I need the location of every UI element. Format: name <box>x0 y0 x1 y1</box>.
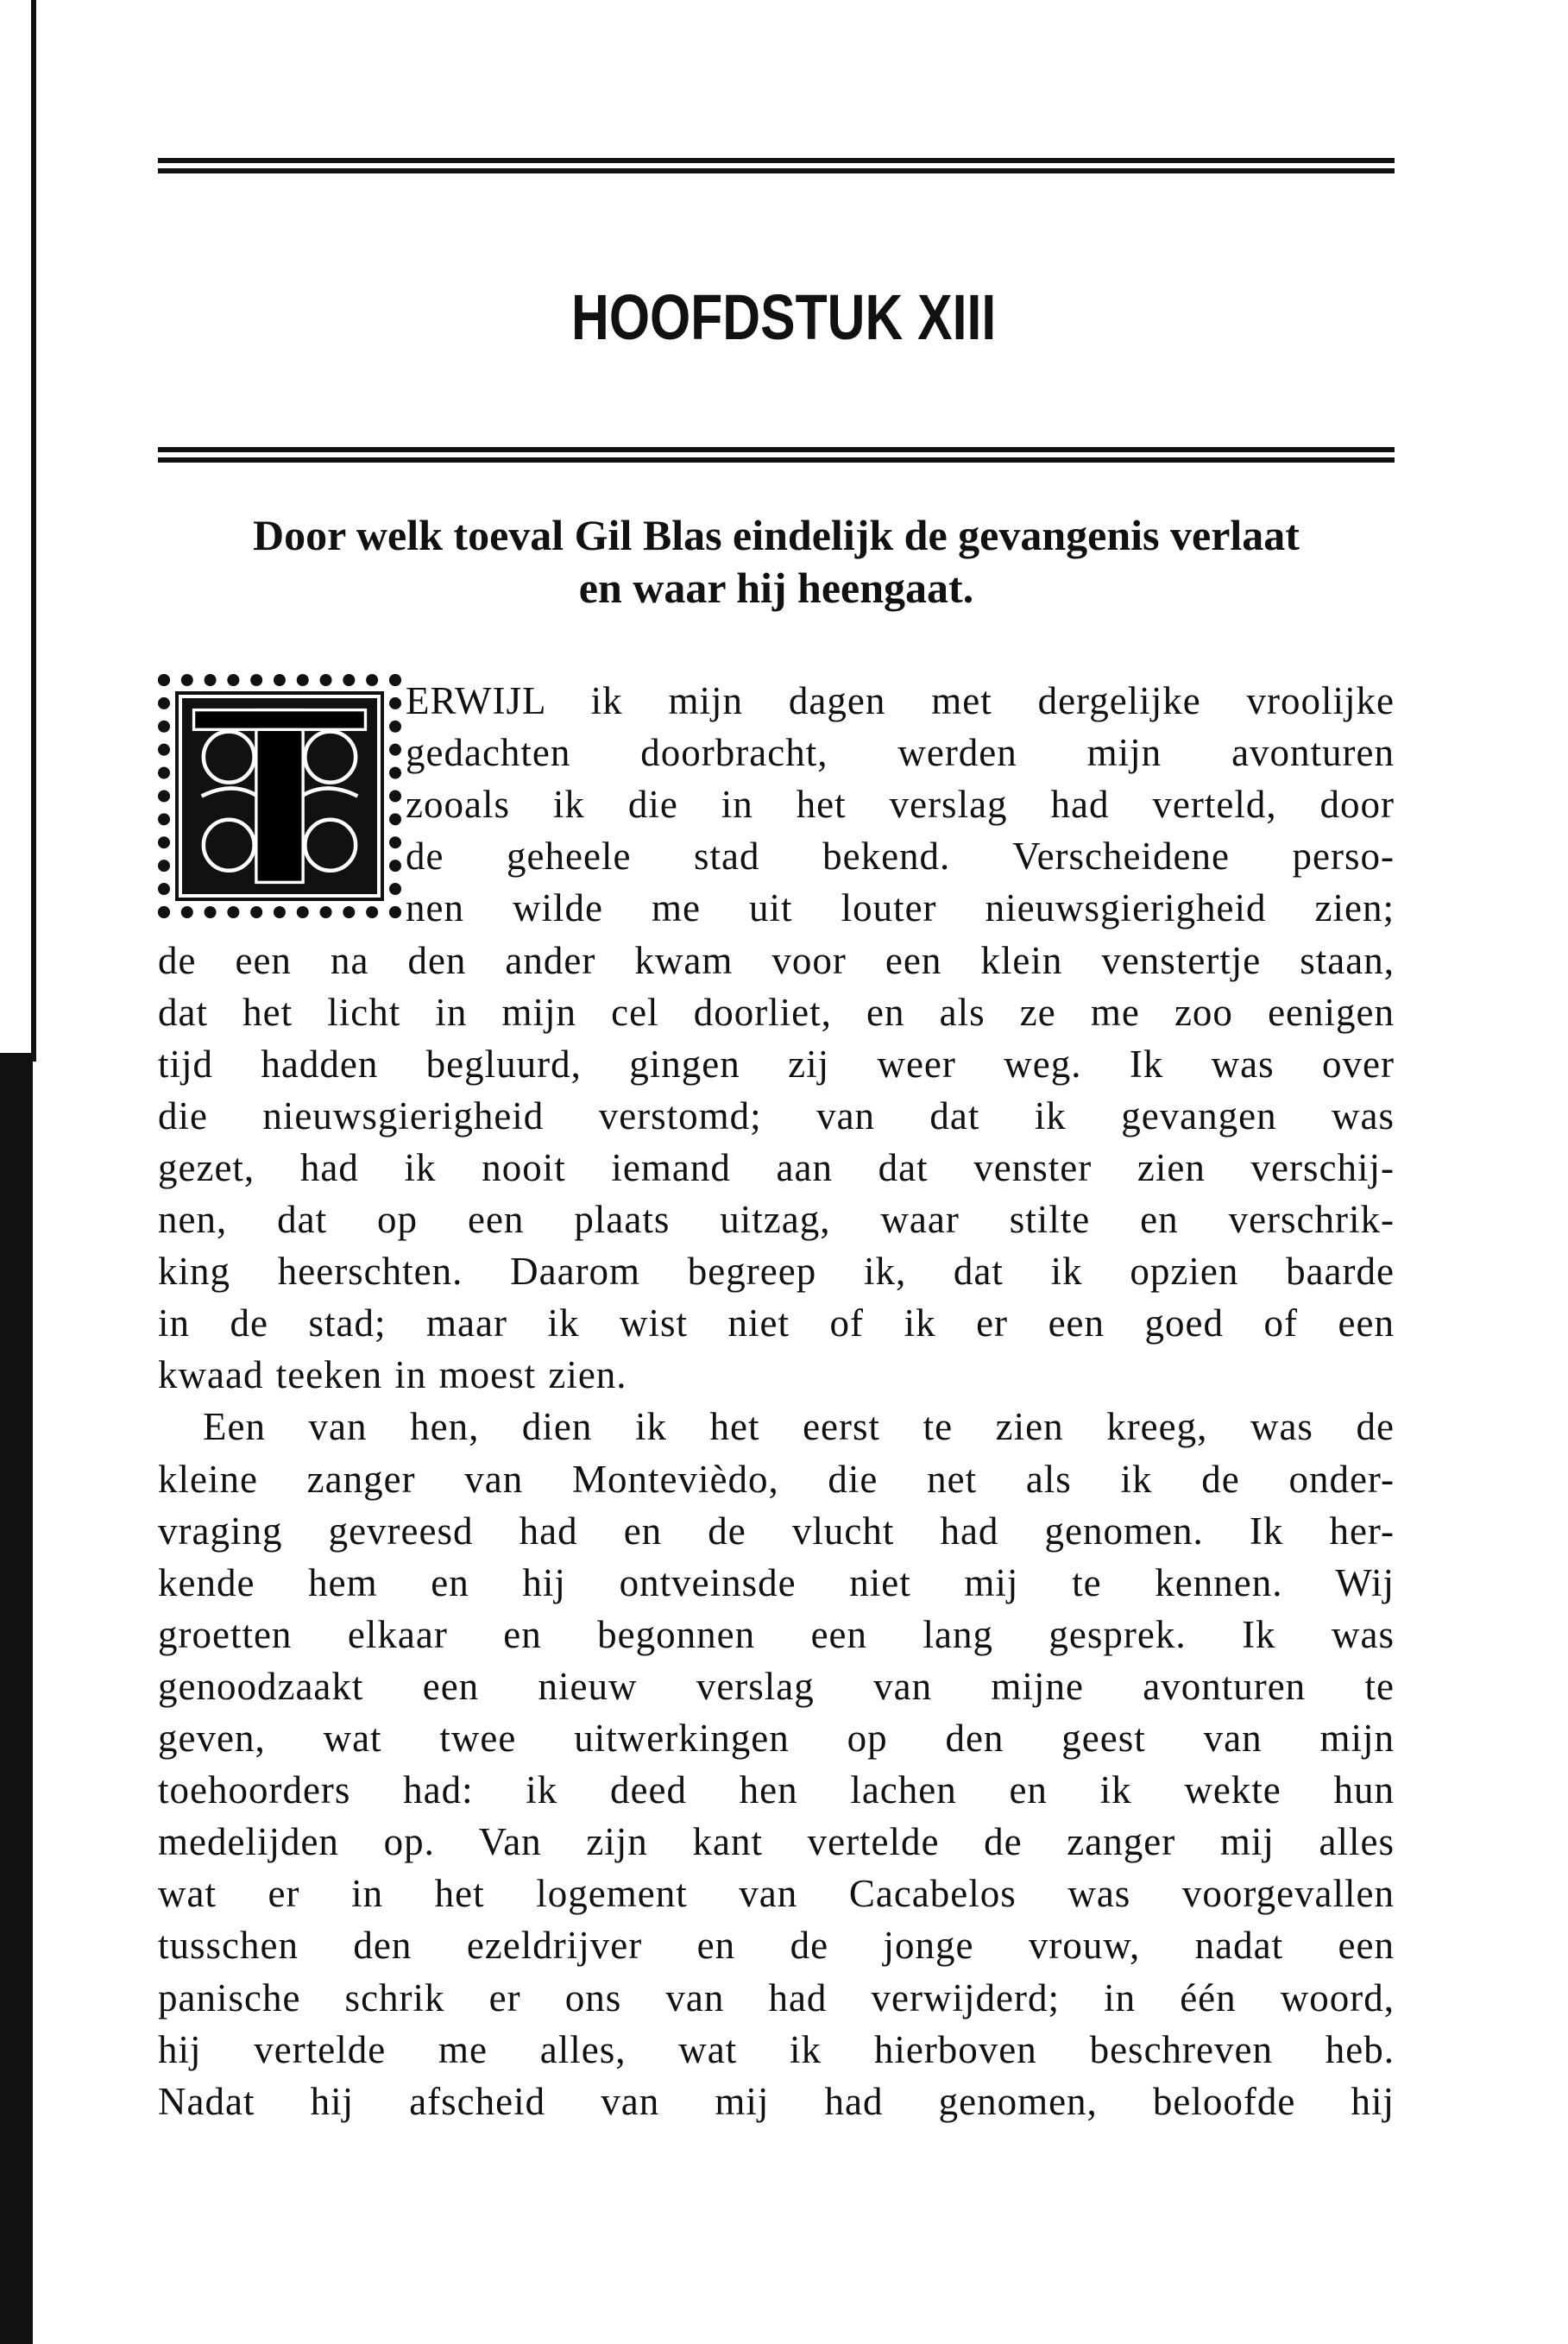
top-rule <box>158 168 1395 173</box>
body-line: vraging gevreesd had en de vlucht had genomen. Ik her- <box>158 1509 1395 1553</box>
body-line: wat er in het logement van Cacabelos was voorgevallen <box>158 1872 1395 1916</box>
mid-rule <box>158 457 1395 463</box>
body-line: nen, dat op een plaats uitzag, waar stilte en verschrik- <box>158 1198 1395 1241</box>
drop-cap-letter-t <box>182 698 377 894</box>
body-line: hij vertelde me alles, wat ik hierboven beschreven heb. <box>158 2027 1395 2071</box>
body-line: Een van hen, dien ik het eerst te zien kreeg, was de <box>203 1405 1395 1449</box>
chapter-title <box>0 274 1568 361</box>
body-line: zooals ik die in het verslag had verteld, door <box>406 783 1395 827</box>
body-line: tusschen den ezeldrijver en de jonge vrouw, nadat een <box>158 1924 1395 1968</box>
chapter-title-text: HOOFDSTUK XIII <box>571 281 997 353</box>
body-line: genoodzaakt een nieuw verslag van mijne avonturen te <box>158 1664 1395 1708</box>
body-line: ERWIJL ik mijn dagen met dergelijke vroolijke <box>406 679 1395 722</box>
top-rule <box>158 158 1395 163</box>
page-edge-shadow <box>0 1053 33 2344</box>
body-line: panische schrik er ons van had verwijderd; in één woord, <box>158 1975 1395 2019</box>
body-line: geven, wat twee uitwerkingen op den geest van mijn <box>158 1717 1395 1760</box>
body-line: tijd hadden begluurd, gingen zij weer weg. Ik was over <box>158 1042 1395 1086</box>
body-line: kende hem en hij ontveinsde niet mij te kennen. Wij <box>158 1560 1395 1604</box>
subtitle-line: Door welk toeval Gil Blas eindelijk de gevangenis verlaat <box>253 511 1300 559</box>
page-edge <box>31 0 36 1062</box>
mid-rule <box>158 447 1395 452</box>
body-line: nen wilde me uit louter nieuwsgierigheid zien; <box>406 886 1395 930</box>
body-line: in de stad; maar ik wist niet of ik er een goed of een <box>158 1301 1395 1345</box>
body-line: medelijden op. Van zijn kant vertelde de zanger mij alles <box>158 1820 1395 1864</box>
body-line: kwaad teeken in moest zien. <box>158 1353 627 1397</box>
body-line: gezet, had ik nooit iemand aan dat venster zien verschij- <box>158 1145 1395 1189</box>
body-line: toehoorders had: ik deed hen lachen en ik wekte hun <box>158 1768 1395 1812</box>
body-line: kleine zanger van Montevièdo, die net als ik de onder- <box>158 1457 1395 1501</box>
drop-cap-ornament <box>158 674 401 918</box>
body-line: die nieuwsgierigheid verstomd; van dat ik gevangen was <box>158 1093 1395 1137</box>
body-line: Nadat hij afscheid van mij had genomen, beloofde hij <box>158 2079 1395 2123</box>
body-line: dat het licht in mijn cel doorliet, en als ze me zoo eenigen <box>158 990 1395 1034</box>
body-line: de geheele stad bekend. Verscheidene perso- <box>406 835 1395 879</box>
body-line: gedachten doorbracht, werden mijn avonturen <box>406 731 1395 775</box>
body-line: groetten elkaar en begonnen een lang gesprek. Ik was <box>158 1612 1395 1656</box>
body-line: de een na den ander kwam voor een klein venstertje staan, <box>158 938 1395 982</box>
body-line: king heerschten. Daarom begreep ik, dat ik opzien baarde <box>158 1250 1395 1294</box>
subtitle-line: en waar hij heengaat. <box>578 564 974 612</box>
